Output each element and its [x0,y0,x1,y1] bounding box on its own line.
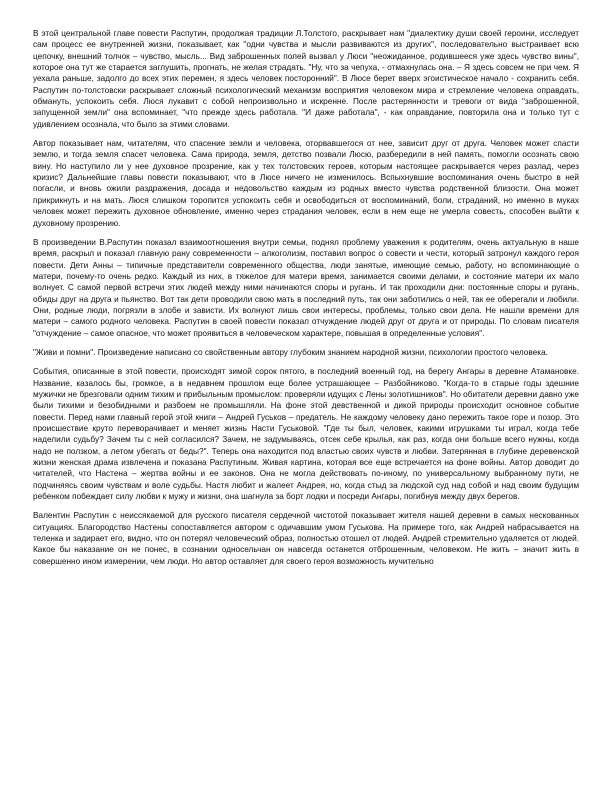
paragraph-2: Автор показывает нам, читателям, что спасение земли и человека, оторвавшегося от нее, зависит друг от друга. Человек может спасти землю, и тогда земля спасет человека. Сама природа, земля, детство позвали Люсю, разбередили в ней память, помогли осознать свою вину. Но наступило ли у нее духовное прозрение, как у тех толстовских героев, которым настоящее раскрывается через разлад, через кризис? Дальнейшие главы повести показывают, что в Люсе ничего не изменилось. Вспыхнувшие воспоминания очень быстро в ней погасли, и вновь ожили раздражения, досада и недовольство каждым из родных вместо чувства родственной близости. Она может прикрикнуть и на мать. Люся слишком торопится успокоить себя и освободиться от воспоминаний, боли, страданий, но именно в муках человек может пережить духовное обновление, именно через страдания человек, если в нем еще не умерла совесть, способен выйти к духовному прозрению. [33,139,579,228]
paragraph-4: "Живи и помни". Произведение написано со свойственным автору глубоким знанием народной жизни, психологии простого человека. [33,347,548,357]
paragraph-3: В произведении В.Распутин показал взаимоотношения внутри семьи, поднял проблему уважения к родителям, очень актуальную в наше время, раскрыл и показал главную рану современности – алкоголизм, поставил вопрос о совести и чести, который затронул каждого героя повести. Дети Анны – типичные представители современного общества, люди занятые, имеющие семью, работу, но вспоминающие о матери, почему-то очень редко. Каждый из них, в тяжелое для матери время, занимается своими делами, и состояние матери их мало волнует. С самой первой встречи этих людей между ними начинаются споры и ругань. И так проходили дни: постоянные споры и ругань, обиды друг на друга и пьянство. Вот так дети проводили свою мать в последний путь, так они заботились о ней, так ее оберегали и любили. Они, родные люди, погрязли в злобе и зависти. Их волнуют лишь свои интересы, проблемы, только свои дела. Не нашли времени для матери – самого родного человека. Распутин в своей повести показал отчуждение людей друг от друга и от природы. По словам писателя "отчуждение – самое опасное, что может проявиться в человеческом характере, повышая в определенные условия". [33,237,579,338]
paragraph-5: События, описанные в этой повести, происходят зимой сорок пятого, в последний военный год, на берегу Ангары в деревне Атамановке. Название, казалось бы, громкое, а в недавнем прошлом еще более устрашающее – Разбойниково. "Когда-то в старые годы здешние мужички не брезговали одним тихим и прибыльным промыслом: проверяли идущих с Лены золотишников". Но обитатели деревни давно уже были тихими и безобидными и разбоем не промышляли. На фоне этой девственной и дикой природы происходит основное событие повести. Перед нами главный герой этой книги – Андрей Гуськов – предатель. Не каждому человеку дано пережить такое горе и позор. Это происшествие круто переворачивает и меняет жизнь Насти Гуськовой. "Где ты был, человек, какими игрушками ты играл, когда тебе наделили судьбу? Зачем ты с ней согласился? Зачем, не задумываясь, отсек себе крылья, как раз, когда они больше всего нужны, когда надо не ползком, а летом убегать от беды?". Теперь она находится под властью своих чувств и любви. Затерянная в глубине деревенской жизни женская драма извлечена и показана Распутиным. Живая картина, которая все еще встречается на фоне войны. Автор доводит до читателей, что Настена – жертва войны и ее законов. Она не могла действовать по-иному, по универсальному выбранному пути, не подчиняясь своим чувствам и воле судьбы. Настя любит и жалеет Андрея, но, когда стыд за людской суд над собой и над своим будущим ребенком побеждает силу любви к мужу и жизни, она шагнула за борт лодки и посреди Ангары, погибнув между двух берегов. [33,367,579,502]
paragraph-1: В этой центральной главе повести Распутин, продолжая традиции Л.Толстого, раскрывает нам "диалектику души своей героини, исследует сам процесс ее внутренней жизни, показывает, как "одни чувства и мысли развиваются из других", последовательно выстраивает всю цепочку, внешний толчок – чувство, мысль... Вид заброшенных полей вызвал у Люси "неожиданное, родившееся уже здесь чувство вины", которое она тут же старается заглушить, прогнать, не желая страдать. "Ну, что за чепуха, - отмахнулась она. – Я здесь совсем не при чем. Я уехала раньше, задолго до всех этих перемен, я здесь человек посторонний". В Люсе берет вверх эгоистическое начало - сохранить себя. Распутин по-толстовски раскрывает сложный психологический механизм восприятия человеком мира и стремление человека оправдать, обмануть, успокоить себя. Люся лукавит с собой непроизвольно и искренне. После растерянности и тревоги от вида "заброшенной, запущенной земли" она вспоминает, "что прежде здесь работала. "И даже работала", - как оправдание, повторила она и только тут с удивлением осознала, что было за этими словами. [33,29,579,129]
paragraph-6: Валентин Распутин с неиссякаемой для русского писателя сердечной чистотой показывает жителя нашей деревни в самых нескованных ситуациях. Благородство Настены сопоставляется автором с одичавшим умом Гуськова. На примере того, как Андрей набрасывается на теленка и задирает его, видно, что он потерял человеческий образ, полностью отошел от людей. Андрей стремительно удаляется от людей. Какое бы наказание он не понес, в сознании односельчан он навсегда останется отброшенным, человеком. Не жить – значит жить в совершенно ином измерении, чем люди. Но автор оставляет для своего героя возможность мучительно [33,511,579,566]
document-page [33,28,579,575]
